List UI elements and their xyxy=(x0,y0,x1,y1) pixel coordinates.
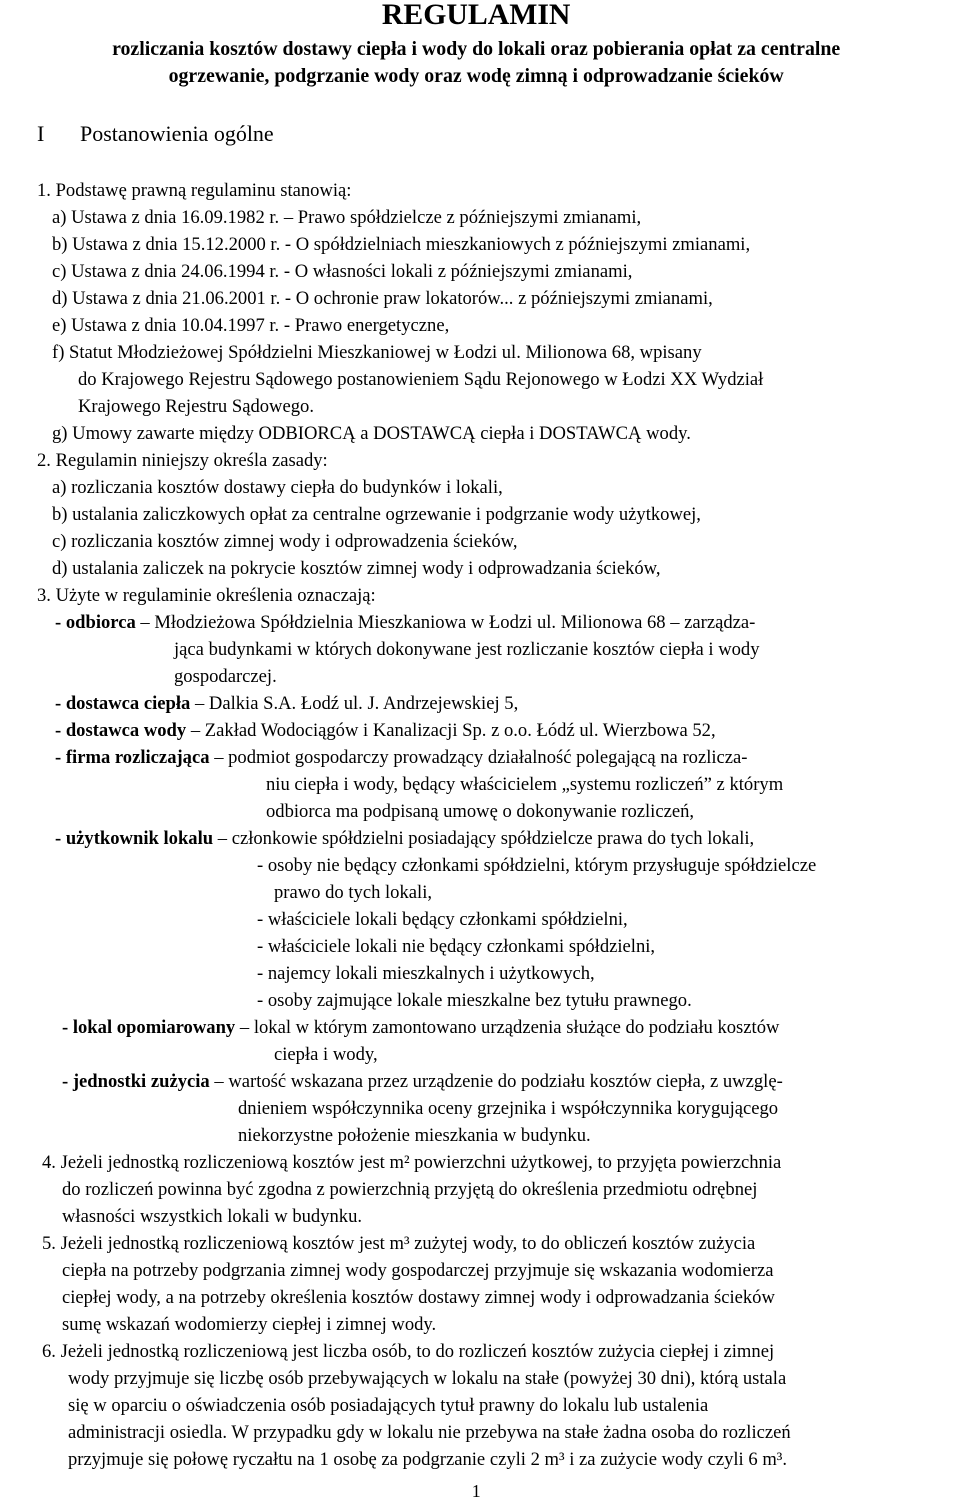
section-title: Postanowienia ogólne xyxy=(80,121,274,146)
paragraph-5-line-1: 5. Jeżeli jednostką rozliczeniową kosztów jest m³ zużytej wody, to do obliczeń kosztów zużycia xyxy=(42,1233,756,1254)
paragraph-6-line-4: administracji osiedla. W przypadku gdy w lokalu nie przebywa na stałe żadna osoba do rozliczeń xyxy=(68,1422,791,1443)
legal-basis-item-d: d) Ustawa z dnia 21.06.2001 r. - O ochronie praw lokatorów... z późniejszymi zmianami, xyxy=(52,288,713,309)
paragraph-1-heading: 1. Podstawę prawną regulaminu stanowią: xyxy=(37,180,352,201)
paragraph-3-heading: 3. Użyte w regulaminie określenia oznaczają: xyxy=(37,585,376,606)
rules-item-c: c) rozliczania kosztów zimnej wody i odprowadzenia ścieków, xyxy=(52,531,518,552)
definition-uzytkownik-line-6: - najemcy lokali mieszkalnych i użytkowych, xyxy=(257,963,595,984)
definition-term: - firma rozliczająca xyxy=(55,747,210,768)
legal-basis-item-f-line-1: f) Statut Młodzieżowej Spółdzielni Mieszkaniowej w Łodzi ul. Milionowa 68, wpisany xyxy=(52,342,702,363)
definition-odbiorca-line-3: gospodarczej. xyxy=(174,666,277,687)
rules-item-d: d) ustalania zaliczek na pokrycie kosztów zimnej wody i odprowadzania ścieków, xyxy=(52,558,661,579)
paragraph-6-line-1: 6. Jeżeli jednostką rozliczeniową jest liczba osób, to do rozliczeń kosztów zużycia ciepłej i zimnej xyxy=(42,1341,775,1362)
definition-jednostki-zuzycia xyxy=(62,1071,783,1093)
definition-uzytkownik-line-7: - osoby zajmujące lokale mieszkalne bez tytułu prawnego. xyxy=(257,990,692,1011)
document-subtitle-line-2: ogrzewanie, podgrzanie wody oraz wodę zimną i odprowadzanie ścieków xyxy=(168,65,784,87)
paragraph-5-line-4: sumę wskazań wodomierzy ciepłej i zimnej wody. xyxy=(62,1314,437,1335)
definition-firma-rozliczajaca xyxy=(55,747,748,769)
paragraph-6-line-5: przyjmuje się połowę ryczałtu na 1 osobę za podgrzanie czyli 2 m³ i za zużycie wody czyli 6 m³. xyxy=(68,1449,788,1470)
definition-term: - odbiorca xyxy=(55,612,136,633)
definition-lokal-opomiarowany xyxy=(62,1017,779,1039)
definition-jednostki-line-3: niekorzystne położenie mieszkania w budynku. xyxy=(238,1125,591,1146)
paragraph-4-line-1: 4. Jeżeli jednostką rozliczeniową kosztów jest m² powierzchni użytkowej, to przyjęta powierzchnia xyxy=(42,1152,782,1173)
definition-lokal-line-2: ciepła i wody, xyxy=(274,1044,378,1065)
definition-text: – Młodzieżowa Spółdzielnia Mieszkaniowa w Łodzi ul. Milionowa 68 – zarządza- xyxy=(140,612,756,633)
definition-uzytkownik-line-5: - właściciele lokali nie będący członkami spółdzielni, xyxy=(257,936,656,957)
definition-jednostki-line-2: dnieniem współczynnika oceny grzejnika i współczynnika korygującego xyxy=(238,1098,779,1119)
definition-term: - użytkownik lokalu xyxy=(55,828,214,849)
definition-text: – Dalkia S.A. Łodź ul. J. Andrzejewskiej 5, xyxy=(194,693,519,714)
paragraph-5-line-3: ciepłej wody, a na potrzeby określenia kosztów dostawy zimnej wody i odprowadzania ścieków xyxy=(62,1287,775,1308)
definition-firma-line-3: odbiorca ma podpisaną umowę o dokonywanie rozliczeń, xyxy=(266,801,695,822)
legal-basis-item-f-line-3: Krajowego Rejestru Sądowego. xyxy=(78,396,314,417)
rules-item-b: b) ustalania zaliczkowych opłat za centralne ogrzewanie i podgrzanie wody użytkowej, xyxy=(52,504,701,525)
legal-basis-item-f-line-2: do Krajowego Rejestru Sądowego postanowieniem Sądu Rejonowego w Łodzi XX Wydział xyxy=(78,369,764,390)
paragraph-6-line-3: się w oparciu o oświadczenia osób posiadających tytuł prawny do lokalu lub ustalenia xyxy=(68,1395,709,1416)
definition-odbiorca-line-2: jąca budynkami w których dokonywane jest rozliczanie kosztów ciepła i wody xyxy=(174,639,760,660)
definition-uzytkownik-line-4: - właściciele lokali będący członkami spółdzielni, xyxy=(257,909,628,930)
paragraph-6-line-2: wody przyjmuje się liczbę osób przebywających w lokalu na stałe (powyżej 30 dni), którą ustala xyxy=(68,1368,787,1389)
paragraph-4-line-2: do rozliczeń powinna być zgodna z powierzchnią przyjętą do określenia przedmiotu odrębnej xyxy=(62,1179,758,1200)
legal-basis-item-b: b) Ustawa z dnia 15.12.2000 r. - O spółdzielniach mieszkaniowych z późniejszymi zmianami, xyxy=(52,234,751,255)
page-number: 1 xyxy=(471,1481,481,1501)
legal-basis-item-c: c) Ustawa z dnia 24.06.1994 r. - O własności lokali z późniejszymi zmianami, xyxy=(52,261,633,282)
definition-dostawca-wody xyxy=(55,720,716,742)
definition-term: - jednostki zużycia xyxy=(62,1071,210,1092)
definition-uzytkownik-line-2: - osoby nie będący członkami spółdzielni, którym przysługuje spółdzielcze xyxy=(257,855,817,876)
definition-odbiorca xyxy=(55,612,755,634)
legal-basis-item-e: e) Ustawa z dnia 10.04.1997 r. - Prawo energetyczne, xyxy=(52,315,450,336)
definition-text: – członkowie spółdzielni posiadający spółdzielcze prawa do tych lokali, xyxy=(217,828,755,849)
definition-term: - lokal opomiarowany xyxy=(62,1017,236,1038)
definition-uzytkownik-lokalu xyxy=(55,828,754,850)
definition-text: – podmiot gospodarczy prowadzący działalność polegającą na rozlicza- xyxy=(214,747,748,768)
definition-term: - dostawca wody xyxy=(55,720,187,741)
document-subtitle-line-1: rozliczania kosztów dostawy ciepła i wody do lokali oraz pobierania opłat za centralne xyxy=(112,38,841,60)
paragraph-4-line-3: własności wszystkich lokali w budynku. xyxy=(62,1206,363,1227)
rules-item-a: a) rozliczania kosztów dostawy ciepła do budynków i lokali, xyxy=(52,477,503,498)
definition-firma-line-2: niu ciepła i wody, będący właścicielem „systemu rozliczeń” z którym xyxy=(266,774,784,795)
definition-text: – wartość wskazana przez urządzenie do podziału kosztów ciepła, z uwzglę- xyxy=(214,1071,783,1092)
legal-basis-item-g: g) Umowy zawarte między ODBIORCĄ a DOSTAWCĄ ciepła i DOSTAWCĄ wody. xyxy=(52,423,691,444)
document-title: REGULAMIN xyxy=(381,0,571,31)
definition-text: – lokal w którym zamontowano urządzenia służące do podziału kosztów xyxy=(239,1017,780,1038)
section-number: I xyxy=(37,121,45,146)
paragraph-2-heading: 2. Regulamin niniejszy określa zasady: xyxy=(37,450,328,471)
definition-text: – Zakład Wodociągów i Kanalizacji Sp. z o.o. Łódź ul. Wierzbowa 52, xyxy=(190,720,716,741)
legal-basis-item-a: a) Ustawa z dnia 16.09.1982 r. – Prawo spółdzielcze z późniejszymi zmianami, xyxy=(52,207,642,228)
definition-uzytkownik-line-3: prawo do tych lokali, xyxy=(274,882,433,903)
paragraph-5-line-2: ciepła na potrzeby podgrzania zimnej wody gospodarczej przyjmuje się wskazania wodomierza xyxy=(62,1260,774,1281)
definition-term: - dostawca ciepła xyxy=(55,693,191,714)
definition-dostawca-ciepla xyxy=(55,693,518,715)
